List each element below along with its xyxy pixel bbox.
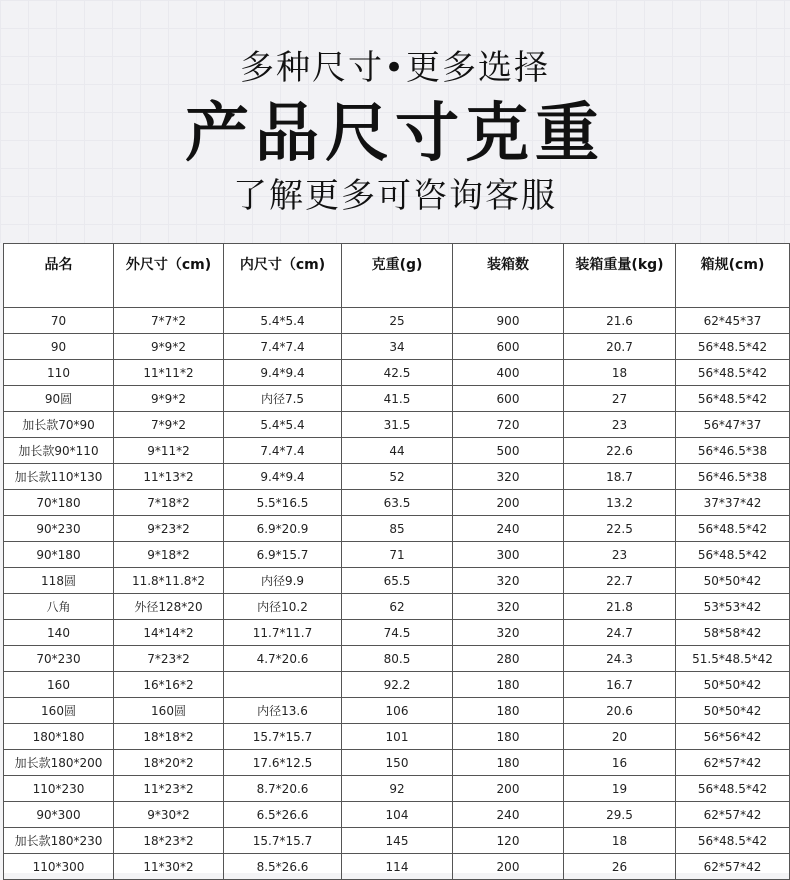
cell-inner-size: 9.4*9.4 [224, 464, 342, 490]
table-row [4, 360, 790, 386]
cell-outer-size: 18*20*2 [114, 750, 224, 776]
cell-weight: 41.5 [342, 386, 453, 412]
table-body [4, 308, 790, 880]
cell-inner-size: 8.7*20.6 [224, 776, 342, 802]
cell-box-size: 51.5*48.5*42 [676, 646, 790, 672]
cell-box-weight: 20.6 [564, 698, 676, 724]
cell-weight: 114 [342, 854, 453, 880]
table-row [4, 594, 790, 620]
cell-name: 90*230 [4, 516, 114, 542]
cell-name: 180*180 [4, 724, 114, 750]
cell-box-weight: 18.7 [564, 464, 676, 490]
column-header-box-weight: 装箱重量(kg) [564, 244, 676, 308]
table-row [4, 724, 790, 750]
cell-outer-size: 外径128*20 [114, 594, 224, 620]
cell-box-count: 240 [453, 802, 564, 828]
cell-box-count: 320 [453, 568, 564, 594]
cell-weight: 85 [342, 516, 453, 542]
cell-inner-size: 内径9.9 [224, 568, 342, 594]
cell-box-weight: 29.5 [564, 802, 676, 828]
cell-name: 70*180 [4, 490, 114, 516]
cell-name: 110 [4, 360, 114, 386]
table-row [4, 646, 790, 672]
table-row [4, 386, 790, 412]
cell-outer-size: 14*14*2 [114, 620, 224, 646]
cell-box-size: 58*58*42 [676, 620, 790, 646]
cell-weight: 104 [342, 802, 453, 828]
cell-name: 加长款110*130 [4, 464, 114, 490]
cell-box-weight: 22.7 [564, 568, 676, 594]
cell-outer-size: 9*18*2 [114, 542, 224, 568]
cell-outer-size: 160圆 [114, 698, 224, 724]
cell-outer-size: 9*30*2 [114, 802, 224, 828]
cell-outer-size: 7*23*2 [114, 646, 224, 672]
table-row [4, 854, 790, 880]
cell-weight: 71 [342, 542, 453, 568]
cell-inner-size: 6.5*26.6 [224, 802, 342, 828]
cell-inner-size: 7.4*7.4 [224, 334, 342, 360]
cell-outer-size: 11*23*2 [114, 776, 224, 802]
cell-name: 加长款70*90 [4, 412, 114, 438]
cell-box-size: 56*48.5*42 [676, 386, 790, 412]
cell-weight: 52 [342, 464, 453, 490]
cell-outer-size: 9*11*2 [114, 438, 224, 464]
size-weight-table-container [3, 243, 789, 873]
cell-name: 160 [4, 672, 114, 698]
cell-outer-size: 9*9*2 [114, 334, 224, 360]
cell-outer-size: 11*13*2 [114, 464, 224, 490]
cell-box-size: 56*48.5*42 [676, 360, 790, 386]
table-row [4, 516, 790, 542]
cell-outer-size: 11*11*2 [114, 360, 224, 386]
cell-weight: 44 [342, 438, 453, 464]
cell-box-size: 56*48.5*42 [676, 516, 790, 542]
cell-box-count: 280 [453, 646, 564, 672]
cell-weight: 101 [342, 724, 453, 750]
table-row [4, 568, 790, 594]
cell-box-weight: 22.6 [564, 438, 676, 464]
cell-weight: 62 [342, 594, 453, 620]
cell-inner-size: 8.5*26.6 [224, 854, 342, 880]
cell-box-size: 50*50*42 [676, 698, 790, 724]
subtitle-bottom: 了解更多可咨询客服 [233, 176, 557, 216]
cell-box-count: 200 [453, 490, 564, 516]
cell-weight: 34 [342, 334, 453, 360]
cell-box-weight: 20.7 [564, 334, 676, 360]
cell-outer-size: 9*23*2 [114, 516, 224, 542]
cell-name: 加长款180*200 [4, 750, 114, 776]
cell-weight: 42.5 [342, 360, 453, 386]
table-row [4, 308, 790, 334]
cell-inner-size: 17.6*12.5 [224, 750, 342, 776]
title-banner [0, 0, 790, 243]
cell-outer-size: 7*7*2 [114, 308, 224, 334]
column-header-outer-size: 外尺寸（cm) [114, 244, 224, 308]
table-row [4, 802, 790, 828]
cell-weight: 63.5 [342, 490, 453, 516]
column-header-box-count: 装箱数 [453, 244, 564, 308]
cell-box-count: 120 [453, 828, 564, 854]
table-row [4, 620, 790, 646]
cell-box-weight: 27 [564, 386, 676, 412]
cell-box-count: 720 [453, 412, 564, 438]
cell-box-size: 56*48.5*42 [676, 828, 790, 854]
cell-box-count: 320 [453, 594, 564, 620]
cell-outer-size: 16*16*2 [114, 672, 224, 698]
cell-weight: 80.5 [342, 646, 453, 672]
cell-box-weight: 26 [564, 854, 676, 880]
cell-box-size: 56*56*42 [676, 724, 790, 750]
cell-box-size: 56*46.5*38 [676, 464, 790, 490]
cell-inner-size: 11.7*11.7 [224, 620, 342, 646]
cell-box-weight: 22.5 [564, 516, 676, 542]
cell-box-count: 180 [453, 750, 564, 776]
cell-box-weight: 18 [564, 828, 676, 854]
cell-name: 110*300 [4, 854, 114, 880]
cell-box-count: 400 [453, 360, 564, 386]
column-header-box-size: 箱规(cm) [676, 244, 790, 308]
cell-box-weight: 24.7 [564, 620, 676, 646]
table-row [4, 776, 790, 802]
cell-box-weight: 16 [564, 750, 676, 776]
cell-weight: 25 [342, 308, 453, 334]
cell-box-count: 200 [453, 776, 564, 802]
cell-outer-size: 9*9*2 [114, 386, 224, 412]
cell-box-size: 62*57*42 [676, 802, 790, 828]
cell-inner-size: 4.7*20.6 [224, 646, 342, 672]
cell-box-size: 50*50*42 [676, 672, 790, 698]
column-header-name: 品名 [4, 244, 114, 308]
cell-outer-size: 18*23*2 [114, 828, 224, 854]
cell-inner-size: 9.4*9.4 [224, 360, 342, 386]
cell-weight: 92.2 [342, 672, 453, 698]
cell-inner-size: 内径7.5 [224, 386, 342, 412]
cell-name: 118圆 [4, 568, 114, 594]
cell-box-size: 62*45*37 [676, 308, 790, 334]
cell-box-count: 180 [453, 672, 564, 698]
cell-weight: 145 [342, 828, 453, 854]
cell-weight: 150 [342, 750, 453, 776]
cell-box-weight: 23 [564, 542, 676, 568]
column-header-inner-size: 内尺寸（cm) [224, 244, 342, 308]
table-row [4, 828, 790, 854]
cell-name: 140 [4, 620, 114, 646]
cell-box-weight: 24.3 [564, 646, 676, 672]
cell-box-count: 240 [453, 516, 564, 542]
cell-box-size: 56*46.5*38 [676, 438, 790, 464]
cell-outer-size: 7*18*2 [114, 490, 224, 516]
table-row [4, 334, 790, 360]
cell-name: 90 [4, 334, 114, 360]
cell-weight: 92 [342, 776, 453, 802]
cell-name: 八角 [4, 594, 114, 620]
table-row [4, 412, 790, 438]
table-row [4, 542, 790, 568]
cell-outer-size: 11.8*11.8*2 [114, 568, 224, 594]
cell-name: 加长款180*230 [4, 828, 114, 854]
cell-weight: 31.5 [342, 412, 453, 438]
page-title: 产品尺寸克重 [185, 97, 605, 171]
cell-weight: 65.5 [342, 568, 453, 594]
cell-inner-size: 6.9*20.9 [224, 516, 342, 542]
cell-name: 70*230 [4, 646, 114, 672]
table-row [4, 698, 790, 724]
cell-name: 90圆 [4, 386, 114, 412]
cell-outer-size: 7*9*2 [114, 412, 224, 438]
cell-name: 110*230 [4, 776, 114, 802]
cell-name: 加长款90*110 [4, 438, 114, 464]
cell-box-size: 37*37*42 [676, 490, 790, 516]
size-weight-table [3, 243, 790, 880]
cell-box-size: 62*57*42 [676, 750, 790, 776]
table-row [4, 464, 790, 490]
cell-box-count: 320 [453, 620, 564, 646]
cell-weight: 106 [342, 698, 453, 724]
cell-box-count: 600 [453, 334, 564, 360]
cell-box-weight: 23 [564, 412, 676, 438]
table-header-row [4, 244, 790, 308]
cell-box-size: 62*57*42 [676, 854, 790, 880]
cell-name: 160圆 [4, 698, 114, 724]
cell-name: 90*300 [4, 802, 114, 828]
cell-box-size: 56*47*37 [676, 412, 790, 438]
cell-box-count: 600 [453, 386, 564, 412]
cell-inner-size: 5.4*5.4 [224, 308, 342, 334]
cell-box-size: 56*48.5*42 [676, 776, 790, 802]
table-row [4, 672, 790, 698]
cell-outer-size: 11*30*2 [114, 854, 224, 880]
cell-outer-size: 18*18*2 [114, 724, 224, 750]
cell-box-weight: 21.8 [564, 594, 676, 620]
cell-box-weight: 19 [564, 776, 676, 802]
cell-inner-size: 15.7*15.7 [224, 724, 342, 750]
table-row [4, 490, 790, 516]
cell-box-count: 900 [453, 308, 564, 334]
cell-name: 90*180 [4, 542, 114, 568]
cell-box-weight: 18 [564, 360, 676, 386]
cell-inner-size: 6.9*15.7 [224, 542, 342, 568]
subtitle-top: 多种尺寸•更多选择 [239, 48, 551, 88]
cell-inner-size: 5.5*16.5 [224, 490, 342, 516]
cell-name: 70 [4, 308, 114, 334]
cell-box-weight: 13.2 [564, 490, 676, 516]
cell-box-size: 53*53*42 [676, 594, 790, 620]
cell-box-count: 300 [453, 542, 564, 568]
cell-box-weight: 20 [564, 724, 676, 750]
cell-box-count: 180 [453, 698, 564, 724]
cell-inner-size: 15.7*15.7 [224, 828, 342, 854]
cell-box-size: 50*50*42 [676, 568, 790, 594]
cell-inner-size: 内径10.2 [224, 594, 342, 620]
cell-box-weight: 21.6 [564, 308, 676, 334]
cell-box-count: 200 [453, 854, 564, 880]
cell-box-count: 180 [453, 724, 564, 750]
cell-inner-size [224, 672, 342, 698]
cell-box-count: 500 [453, 438, 564, 464]
table-row [4, 438, 790, 464]
cell-weight: 74.5 [342, 620, 453, 646]
cell-inner-size: 内径13.6 [224, 698, 342, 724]
cell-inner-size: 7.4*7.4 [224, 438, 342, 464]
cell-box-count: 320 [453, 464, 564, 490]
table-row [4, 750, 790, 776]
cell-box-weight: 16.7 [564, 672, 676, 698]
cell-inner-size: 5.4*5.4 [224, 412, 342, 438]
cell-box-size: 56*48.5*42 [676, 334, 790, 360]
cell-box-size: 56*48.5*42 [676, 542, 790, 568]
column-header-weight: 克重(g) [342, 244, 453, 308]
